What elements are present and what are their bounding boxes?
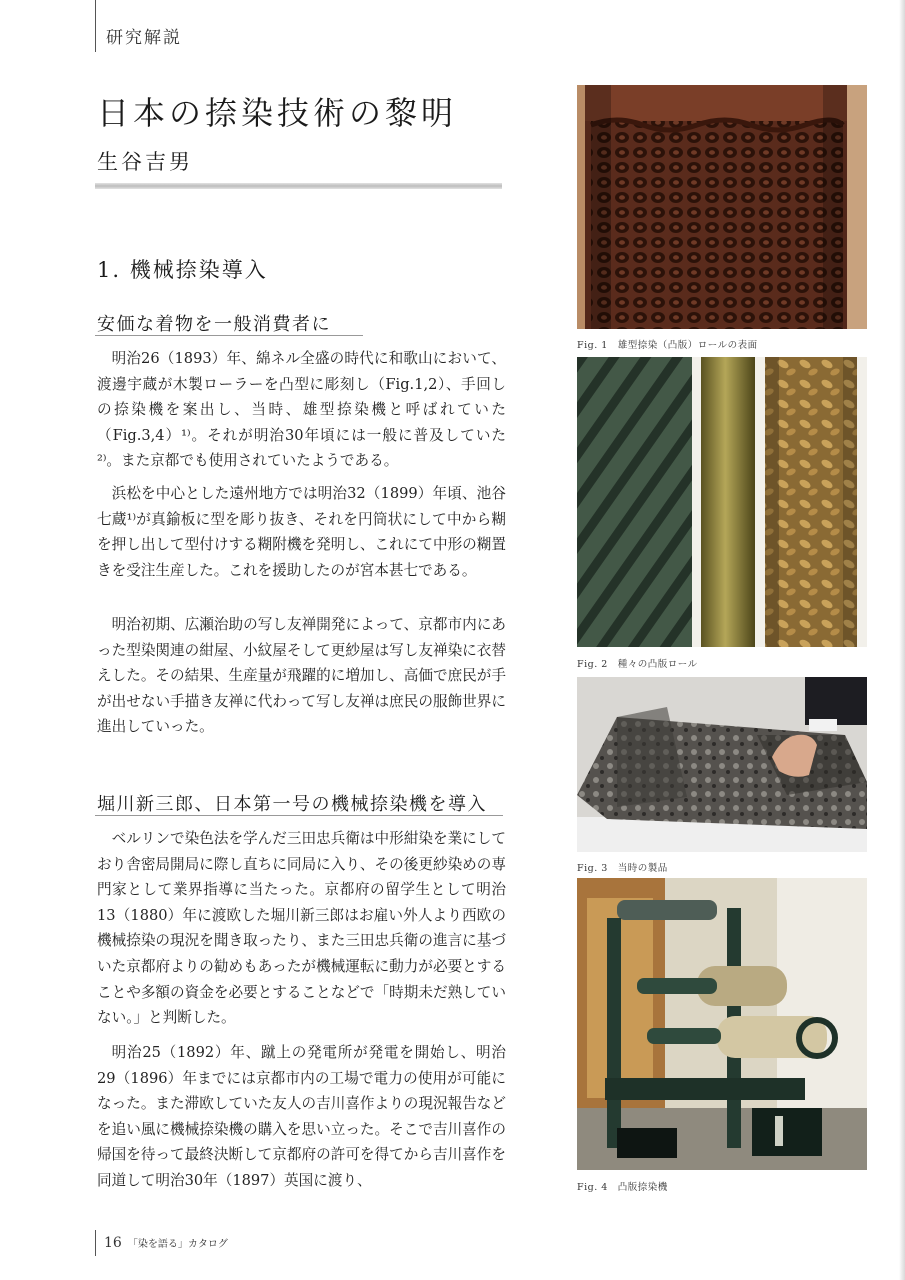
catalog-label: 「染を語る」カタログ xyxy=(127,1239,228,1250)
page-footer xyxy=(95,1230,228,1256)
subheading-1-rule xyxy=(95,335,363,336)
paragraph-5: 明治25（1892）年、蹴上の発電所が発電を開始し、明治29（1896）年までには京都市内の工場で電力の使用が可能になった。また滞欧していた友人の吉川喜作よりの現況報告などを追い風に機械捺染機の購入を思い立った。そこで吉川喜作の帰国を待って最終決断して京都府の許可を得てから吉川喜作を同道して明治30年（1897）英国に渡り、 xyxy=(97,1044,506,1189)
paragraph-3: 明治初期、広瀬治助の写し友禅開発によって、京都市内にあった型染関連の紺屋、小紋屋そして更紗屋は写し友禅染に衣替えした。その結果、生産量が飛躍的に増加し、高価で庶民が手が出せない手描き友禅に代わって写し友禅は庶民の服飾世界に進出していった。 xyxy=(97,616,506,736)
subheading-2-rule xyxy=(95,815,503,816)
paragraph-2: 浜松を中心とした遠州地方では明治32（1899）年頃、池谷七蔵¹⁾が真鍮板に型を彫り抜き、それを円筒状にして中から糊を押し出して型付けする糊附機を発明し、これにて中形の糊置きを受注生産した。これを援助したのが宮本甚七である。 xyxy=(97,485,506,579)
figure-1-image xyxy=(577,85,867,329)
section-heading-1: 1. 機械捺染導入 xyxy=(97,258,268,282)
subheading-2: 堀川新三郎、日本第一号の機械捺染機を導入 xyxy=(97,794,487,815)
page-edge-shadow xyxy=(899,0,905,1280)
figure-1-caption: Fig. 1 雄型捺染（凸版）ロールの表面 xyxy=(577,340,758,351)
figure-2-image xyxy=(577,357,867,647)
section-tag: 研究解説 xyxy=(95,0,182,52)
page-number: 16 xyxy=(104,1235,122,1251)
figure-3-caption: Fig. 3 当時の製品 xyxy=(577,863,668,874)
figure-4-image xyxy=(577,878,867,1170)
figure-2-caption: Fig. 2 種々の凸版ロール xyxy=(577,659,698,670)
subheading-1: 安価な着物を一般消費者に xyxy=(97,314,331,335)
title-underline xyxy=(95,183,502,189)
figure-3-image xyxy=(577,677,867,852)
figure-4-caption: Fig. 4 凸版捺染機 xyxy=(577,1182,668,1193)
article-author: 生谷吉男 xyxy=(97,150,193,174)
paragraph-1: 明治26（1893）年、綿ネル全盛の時代に和歌山において、渡邊宇蔵が木製ローラーを凸型に彫刻し（Fig.1,2）、手回しの捺染機を案出し、当時、雄型捺染機と呼ばれていた（Fig.3,4）¹⁾。それが明治30年頃には一般に普及していた²⁾。また京都でも使用されていたようである。 xyxy=(97,350,506,470)
paragraph-4: ベルリンで染色法を学んだ三田忠兵衛は中形紺染を業にしており舎密局開局に際し直ちに同局に入り、その後更紗染めの専門家として業界指導に当たった。京都府の留学生として明治13（1880）年に渡欧した堀川新三郎はお雇い外人より西欧の機械捺染の現況を聞き取ったり、また三田忠兵衛の進言に基づいた京都府よりの勧めもあったが機械運転に動力が必要とすることや多額の資金を必要とすることなどで「時期未だ熟していない。」と判断した。 xyxy=(97,830,506,1027)
article-title: 日本の捺染技術の黎明 xyxy=(97,94,458,132)
